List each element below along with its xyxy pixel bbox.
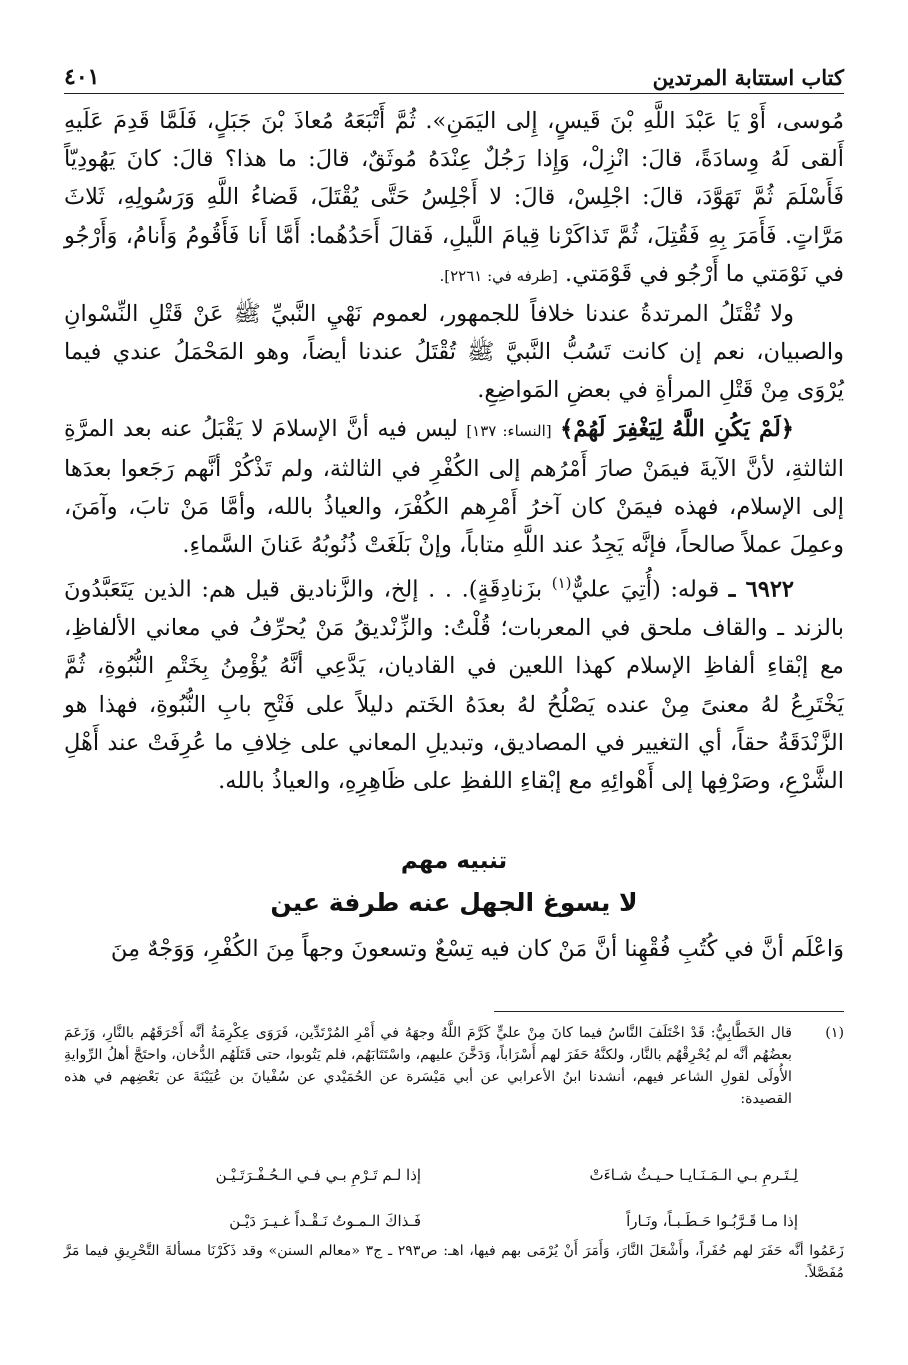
paragraph-hadith [64,102,844,295]
verse-first-hemistich: لِـتَـرمِ بـي الـمَـنَـايـا حـيـثُ شـاءَتْ [589,1166,798,1184]
lead-text: قوله: (أُتِيَ عليٌّ [571,576,720,603]
verse-second-hemistich: فَـذاكَ الـمـوتُ نَـقْـداً غـيـرَ دَيْـن [229,1212,422,1230]
paragraph-hadith-text: مُوسى، أَوْ يَا عَبْدَ اللَّهِ بْنَ قَيسٍ، إِلى اليَمَنِ». ثُمَّ أَتْبَعَهُ مُعاذَ بْنَ جَبَلٍ، فَلَمَّا قَدِمَ عَلَيهِ أَلقى لَهُ وِسادَةً، قالَ: انْزِلْ، وَإِذا رَجُلٌ عِنْدَهُ مُوثَقٌ، قالَ: ما هذا؟ قالَ: كانَ يَهُودِيّاً فَأَسْلَمَ ثُمَّ تَهَوَّدَ، قالَ: اجْلِسْ، قالَ: لا أَجْلِسُ حَتَّى يُقْتَلَ، قَضاءُ اللَّهِ وَرَسُولِهِ، ثَلاثَ مَرَّاتٍ. فَأَمَرَ بِهِ فَقُتِلَ، ثُمَّ تَذاكَرْنا قِيامَ اللَّيلِ، فَقالَ أَحَدُهُما: أَمَّا أَنا فَأَقُومُ وَأَنامُ، وَأَرْجُو في نَوْمَتي ما أَرْجُو في قَوْمَتي. [64,108,844,287]
paragraph-zanadiqa-text: الذين يَتَعَبَّدُونَ بالزند ـ والقاف ملحق في المعربات؛ قُلْتُ: والزِّنْديقُ مَنْ يُحرِّفُ في معاني الألفاظِ، مع إبْقاءِ ألفاظِ الإسلام كهذا اللعين في القاديان، يَدَّعِي أنَّهُ يُؤْمِنُ بِخَتْمِ النُّبُوةِ، ثُمَّ يَخْتَرِعُ لهُ معنىً مِنْ عنده يَصْلُحُ لهُ بعدَهُ الخَتم دليلاً على فَتْحِ بابِ النُّبُوةِ، فهذا هو الزَّنْدَقَةُ حقاً، أي التغيير في المصاديق، وتبديلِ المعاني على خِلافِ ما عُرِفَتْ عند أَهْلِ الشَّرْعِ، وصَرْفِها إلى أَهْوائِهِ مع إبْقاءِ اللفظِ على ظَاهِرِهِ، والعياذُ بالله. [64,576,844,794]
paragraph-verse-commentary [64,410,844,565]
footnote-number: (١) [825,1025,844,1041]
heading-subtitle: لا يسوغ الجهل عنه طرفة عين [270,888,638,917]
header-rule [64,93,844,94]
verse-second-hemistich: إذا لـم تَـرْمِ بـي فـي الـحُـفْـرَتَـيْـن [215,1166,422,1184]
paragraph-zanadiqa [64,564,844,800]
footnote-rule [494,1011,844,1012]
lead-text-2: بزَنادِقَةٍ). . . إلخ، والزَّناديق قيل هم: [201,576,543,603]
page-number: ٤٠١ [64,64,100,90]
footnote-marker[interactable]: (١) [551,574,572,593]
hadith-number: ٦٩٢٢ ـ [728,576,794,603]
quran-reference: [النساء: ١٣٧] [466,421,552,440]
running-header [64,50,844,90]
footnote-text: قال الخَطَّابِيُّ: قَدْ اخْتَلَفَ النَّاسُ فيما كانَ مِنْ عليٍّ كَرَّمَ اللَّهُ وجهَهُ في أَمْرِ المُرْتَدِّين، فَرَوَى عِكْرِمَةُ أنَّه أَحْرَقَهُم بالنَّارِ، وَزَعَمَ بعضُهُم أنَّه لم يُحْرِقْهُم بالنَّار، ولكنَّهُ حَفَرَ لهم أَسْرَاباً، وَدَخَّنَ عليهم، واسْتَتَابَهُم، فلم يَتُوبوا، حتى قَتَلَهُم الدُّخان، واحتَجَّ أهلُ الرِّوايةِ الأُولَى لقولِ الشاعر فيهم، أنشدنا ابنُ الأعرابي عن أبي مَيْسَرة عن الحُمَيْدي عن سُفْيانَ بن عُيَيْنَةَ عن بَعْضِهم في هذه القصيدة: [64,1025,792,1107]
paragraph-apostate-woman: ولا تُقْتَلُ المرتدةُ عندنا خلافاً للجمهور، لعموم نَهْيِ النَّبيِّ ﷺ عَنْ قَتْلِ النِّسْوانِ والصبيان، نعم إن كانت تَسُبُّ النَّبيَّ ﷺ تُقْتَلُ عندنا أيضاً، وهو المَحْمَلُ عندي فيما يُرْوَى مِنْ قَتْلِ المرأةِ في بعضِ المَواضِعِ. [64,301,844,404]
paragraph-final: وَاعْلَم أنَّ في كُتُبِ فُقْهِنا أنَّ مَنْ كان فيه تِسْعٌ وتسعونَ وجهاً مِنَ الكُفْرِ، وَوَجْهٌ مِنَ [110,936,844,962]
verse-row [100,1152,798,1198]
chapter-title: كتاب استتابة المرتدين [652,65,844,90]
paragraph-verse-commentary-text: ليس فيه أنَّ الإسلامَ لا يَقْبَلُ عنه بعد المرَّةِ الثالثةِ، لأنَّ الآيةَ فيمَنْ صارَ أَمْرُهم إلى الكُفْرِ في الثالثة، ولم تَذْكُرْ أنَّهم رَجَعوا بعدَها إلى الإسلام، فهذه فيمَنْ كان آخرُ أَمْرِهم الكُفْرَ، والعياذُ بالله، وأمَّا مَنْ تابَ، وآمَنَ، وعمِلَ عملاً صالحاً، فإنَّه يَجِدُ عند اللَّهِ متاباً، وإنْ بَلَغَتْ ذُنُوبُهُ عَنانَ السَّماءِ. [64,415,845,559]
footnote-continuation: زَعَمُوا أنَّه حَفَرَ لهم حُفَراً، وأَشْعَلَ النَّارَ، وَأَمَرَ أَنْ يُرْمَى بهم فيها، اهـ: ص٢٩٣ ـ ج٣ «معالم السنن» وقد ذَكَرْنَا مسألةَ التَّحْرِيقِ فيما مَرَّ مُفَصَّلاً. [64,1243,844,1281]
heading-important-note: تنبيه مهم [400,848,508,874]
poem-verses [100,1152,798,1244]
verse-first-hemistich: إذا مـا قَـرَّبُـوا حَـطَـبـاً، ونَـاراً [626,1212,798,1230]
main-text [64,102,844,800]
verse-row [100,1198,798,1244]
hadith-reference: [طرفه في: ٢٢٦١]. [439,266,558,285]
footnote [64,1022,844,1110]
quran-quote: ﴿لَمْ يَكُنِ اللَّهُ لِيَغْفِرَ لَهُمْ﴾ [560,415,794,442]
